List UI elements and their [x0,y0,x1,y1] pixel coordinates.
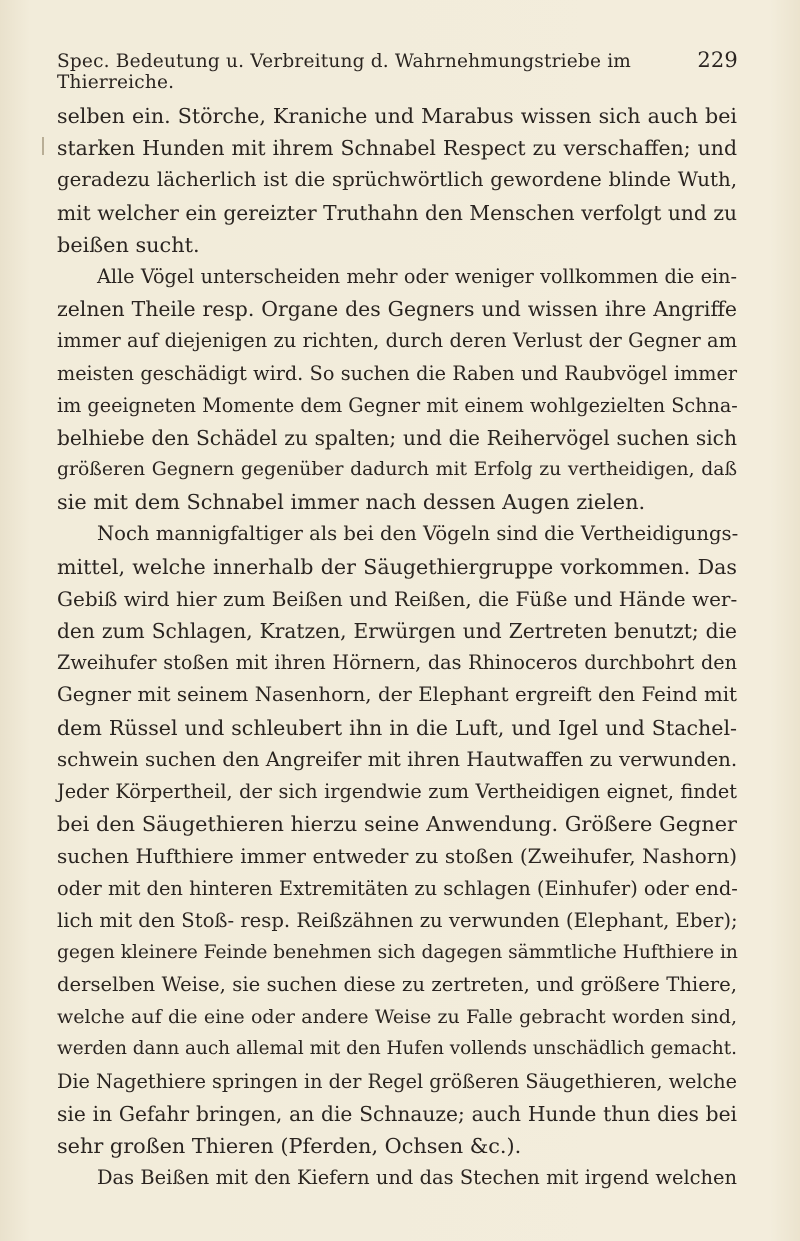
text-line: mittel, welche innerhalb der Säugethiergruppe vorkommen. Das [57,554,737,579]
text-line: belhiebe den Schädel zu spalten; und die Reihervögel suchen sich [57,425,737,450]
text-line: Gebiß wird hier zum Beißen und Reißen, die Füße und Hände wer- [57,586,738,611]
text-line: starken Hunden mit ihrem Schnabel Respect zu verschaffen; und [57,136,737,161]
text-line: welche auf die eine oder andere Weise zu Falle gebracht worden sind, [57,1006,737,1029]
text-line: immer auf diejenigen zu richten, durch deren Verlust der Gegner am [57,329,737,353]
text-line: mit welcher ein gereizter Truthahn den Menschen verfolgt und zu [57,200,737,225]
margin-mark [42,137,44,155]
text-line: den zum Schlagen, Kratzen, Erwürgen und Zertreten benutzt; die [57,619,737,643]
text-line: beißen sucht. [57,232,200,257]
text-line: derselben Weise, sie suchen diese zu zertreten, und größere Thiere, [57,973,737,997]
text-line: lich mit den Stoß- resp. Reißzähnen zu verwunden (Elephant, Eber); [57,908,738,932]
text-line: schwein suchen den Angreifer mit ihren Hautwaffen zu verwunden. [57,747,738,771]
text-line: Alle Vögel unterscheiden mehr oder weniger vollkommen die ein- [97,264,737,288]
text-line: im geeigneten Momente dem Gegner mit einem wohlgezielten Schna- [57,393,738,417]
text-line: Gegner mit seinem Nasenhorn, der Elephant ergreift den Feind mit [57,683,737,707]
text-line: zelnen Theile resp. Organe des Gegners und wissen ihre Angriffe [57,297,737,322]
page-number: 229 [697,48,738,72]
text-line: Das Beißen mit den Kiefern und das Stechen mit irgend welchen [97,1166,737,1190]
text-line: dem Rüssel und schleubert ihn in die Luft, und Igel und Stachel- [57,715,737,740]
text-line: gegen kleinere Feinde benehmen sich dagegen sämmtliche Hufthiere in [57,941,738,963]
text-line: Die Nagethiere springen in der Regel größeren Säugethieren, welche [57,1069,737,1093]
text-line: suchen Hufthiere immer entweder zu stoßen (Zweihufer, Nashorn) [57,844,737,869]
text-line: Jeder Körpertheil, der sich irgendwie zum Vertheidigen eignet, findet [57,779,737,803]
body-text [57,100,737,1194]
text-line: werden dann auch allemal mit den Hufen vollends unschädlich gemacht. [57,1038,737,1060]
text-line: geradezu lächerlich ist die sprüchwörtlich gewordene blinde Wuth, [57,168,737,192]
text-line: meisten geschädigt wird. So suchen die Raben und Raubvögel immer [57,361,737,385]
text-line: sie mit dem Schnabel immer nach dessen Augen zielen. [57,490,646,515]
text-line: selben ein. Störche, Kraniche und Marabus wissen sich auch bei [57,104,737,128]
text-line: bei den Säugethieren hierzu seine Anwendung. Größere Gegner [57,812,737,837]
text-line: Noch mannigfaltiger als bei den Vögeln sind die Vertheidigungs- [97,522,739,546]
text-line: sie in Gefahr bringen, an die Schnauze; auch Hunde thun dies bei [57,1101,737,1126]
text-line: größeren Gegnern gegenüber dadurch mit Erfolg zu vertheidigen, daß [57,459,737,481]
text-line: oder mit den hinteren Extremitäten zu schlagen (Einhufer) oder end- [57,876,738,900]
running-head [57,48,738,93]
text-line: Zweihufer stoßen mit ihren Hörnern, das Rhinoceros durchbohrt den [57,651,737,675]
text-line: sehr großen Thieren (Pferden, Ochsen &c.). [57,1134,522,1158]
running-head-title: Spec. Bedeutung u. Verbreitung d. Wahrnehmungstriebe im Thierreiche. [57,51,632,93]
